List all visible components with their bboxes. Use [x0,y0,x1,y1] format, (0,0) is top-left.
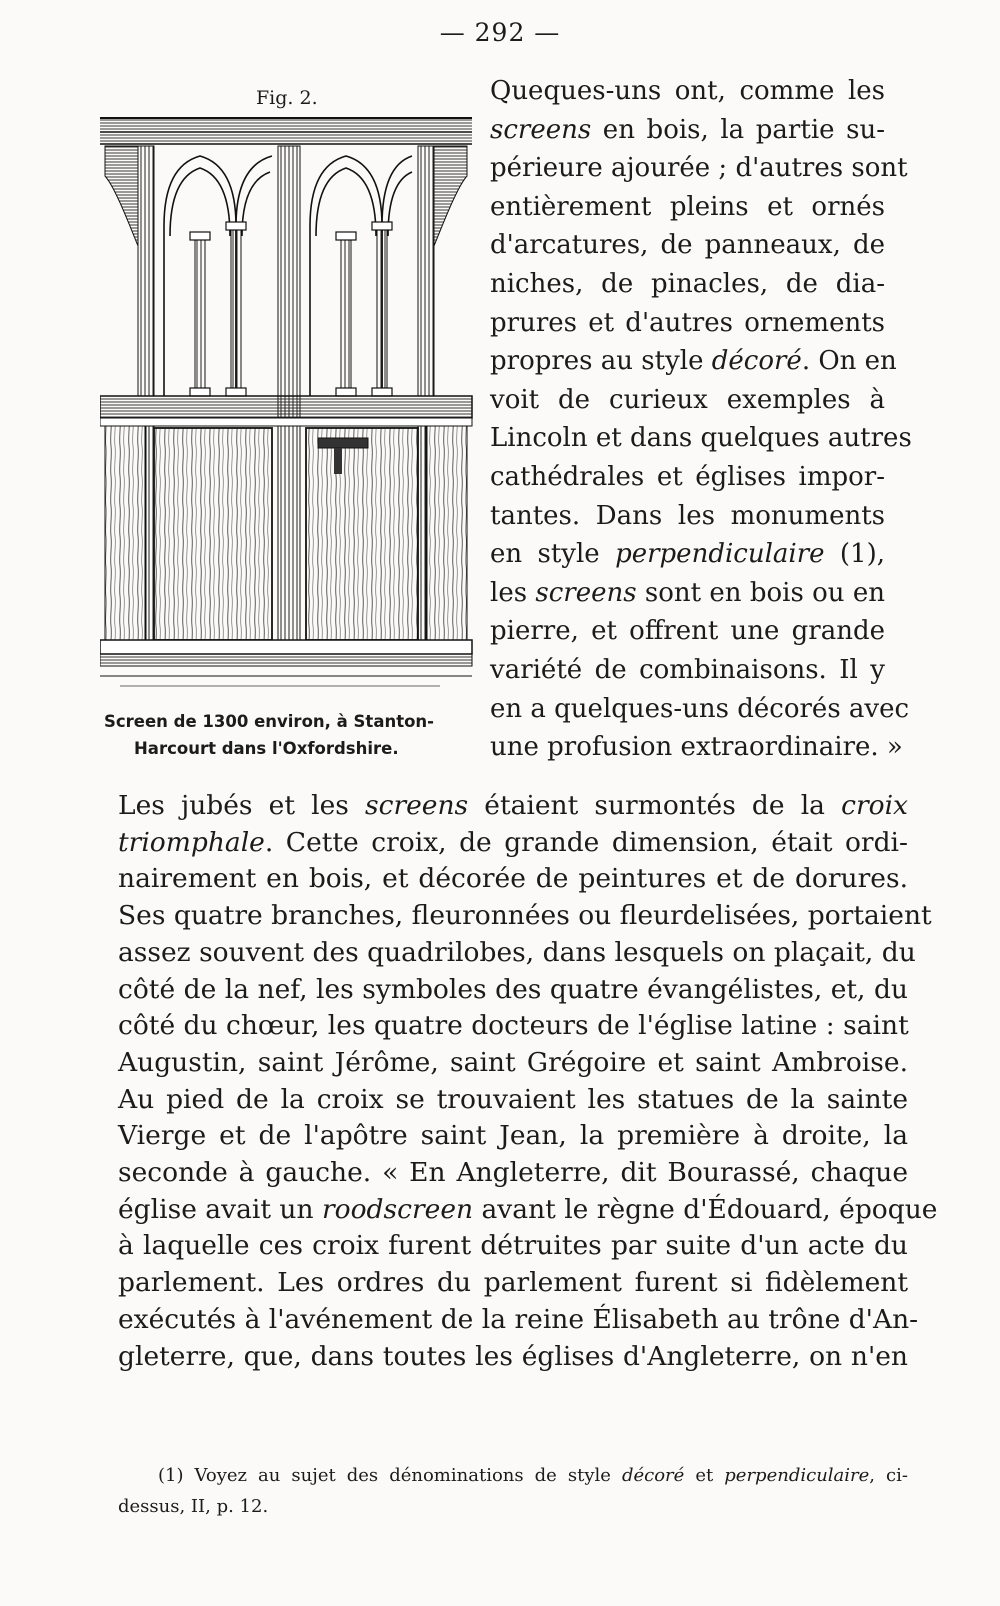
text-line: Les jubés et les screens étaient surmontés de la croix [118,790,908,821]
text-line: assez souvent des quadrilobes, dans lesquels on plaçait, du [118,936,916,968]
text-line: propres au style décoré. On en [490,346,897,377]
text-line: gleterre, que, dans toutes les églises d'Angleterre, on n'en [118,1340,908,1372]
text-line: Vierge et de l'apôtre saint Jean, la première à droite, la [118,1120,908,1152]
text-line: côté de la nef, les symboles des quatre évangélistes, et, du [118,973,908,1005]
text-line: Queques-uns ont, comme les [490,76,885,106]
text-line: en style perpendiculaire (1), [490,539,886,570]
text-line: une profusion extraordinaire. » [490,732,903,763]
text-line: entièrement pleins et ornés [490,191,885,222]
gothic-screen-illustration [100,116,476,706]
text-line: pierre, et offrent une grande [490,616,885,647]
text-line: triomphale. Cette croix, de grande dimension, était ordi- [118,826,908,858]
text-line: côté du chœur, les quatre docteurs de l'église latine : saint [118,1010,909,1042]
text-line: église avait un roodscreen avant le règne d'Édouard, époque [118,1193,938,1225]
caption-line: Screen de 1300 environ, à Stanton- [104,712,435,731]
text-line: cathédrales et églises impor- [490,461,885,492]
text-line: en a quelques-uns décorés avec [490,693,910,724]
text-line: Lincoln et dans quelques autres [490,423,912,454]
text-line: screens en bois, la partie su- [490,114,885,145]
page-number: — 292 — [439,18,561,47]
text-line: prures et d'autres ornements [490,307,885,338]
text-line: voit de curieux exemples à [490,384,885,415]
side-column-text [490,72,912,767]
text-line: exécutés à l'avénement de la reine Élisabeth au trône d'An- [118,1303,919,1335]
text-line: Au pied de la croix se trouvaient les statues de la sainte [118,1083,908,1115]
text-line: périeure ajourée ; d'autres sont [490,153,908,184]
text-line: variété de combinaisons. Il y [490,654,885,685]
figure-label: Fig. 2. [256,87,318,109]
caption-line: Harcourt dans l'Oxfordshire. [134,739,399,758]
text-line: Augustin, saint Jérôme, saint Grégoire et saint Ambroise. [118,1046,908,1078]
figure-engraving [100,116,476,706]
text-line: niches, de pinacles, de dia- [490,268,885,299]
footnote-line: (1) Voyez au sujet des dénominations de style décoré et perpendiculaire, ci- [158,1465,908,1486]
figure-caption [104,708,489,762]
text-line: d'arcatures, de panneaux, de [490,230,885,261]
footnote-line: dessus, II, p. 12. [118,1496,269,1517]
text-line: nairement en bois, et décorée de peintures et de dorures. [118,863,908,895]
text-line: seconde à gauche. « En Angleterre, dit Bourassé, chaque [118,1157,908,1189]
text-line: Ses quatre branches, fleuronnées ou fleurdelisées, portaient [118,900,932,932]
body-paragraph [118,788,938,1375]
text-line: parlement. Les ordres du parlement furent si fidèlement [118,1267,908,1299]
text-line: à laquelle ces croix furent détruites par suite d'un acte du [118,1230,908,1262]
text-line: les screens sont en bois ou en [490,577,885,608]
footnote [118,1460,908,1522]
text-line: tantes. Dans les monuments [490,500,885,531]
